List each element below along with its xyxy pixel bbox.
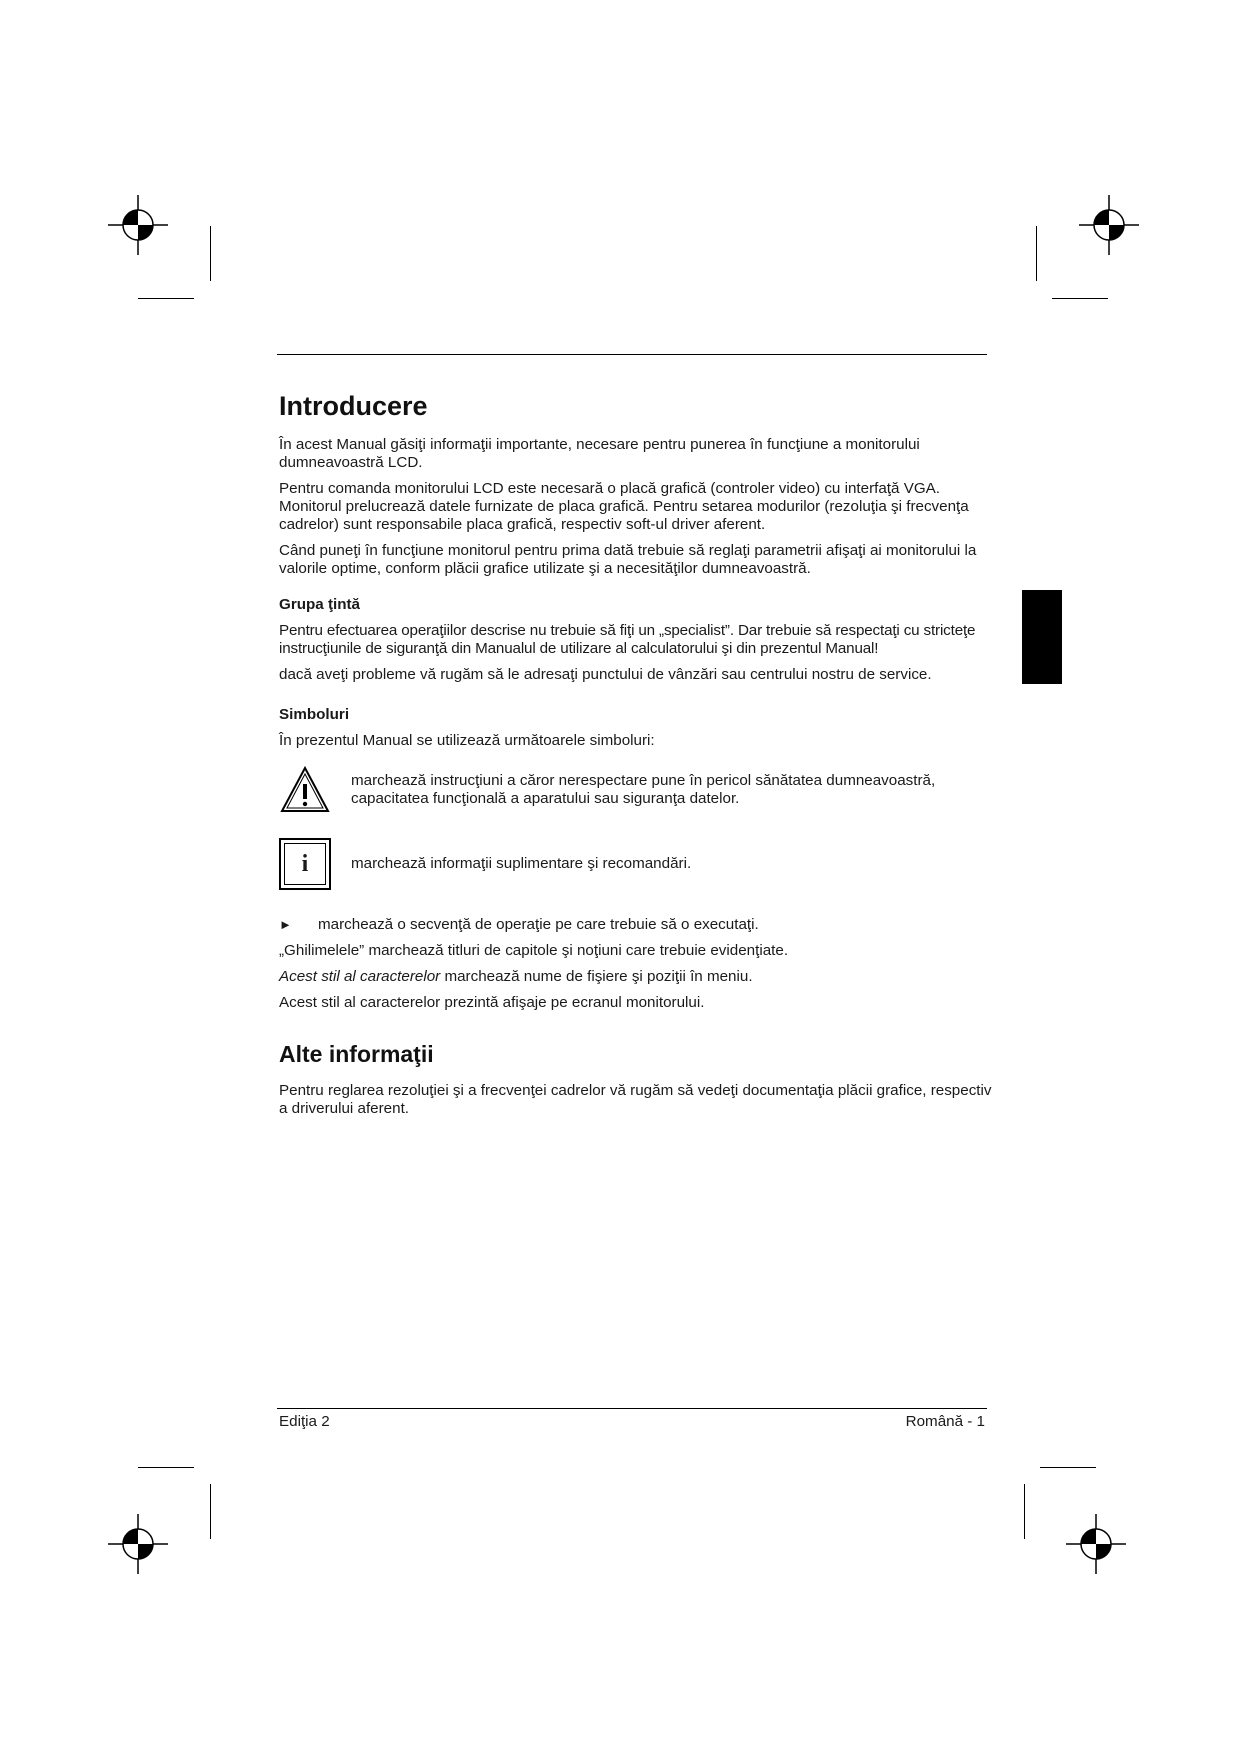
warning-triangle-icon bbox=[279, 764, 331, 816]
footer-page-number: Română - 1 bbox=[905, 1413, 985, 1430]
heading-introducere: Introducere bbox=[279, 391, 428, 421]
header-rule bbox=[277, 354, 987, 355]
symbol-step-text: marchează o secvenţă de operaţie pe care trebuie să o executaţi. bbox=[318, 916, 759, 933]
language-thumb-tab bbox=[1022, 590, 1062, 684]
page-content bbox=[279, 390, 999, 1126]
info-letter: i bbox=[301, 851, 309, 877]
intro-paragraph-1: În acest Manual găsiţi informaţii importante, necesare pentru punerea în funcţiune a monitorului dumneavoastră LCD. bbox=[279, 436, 920, 471]
info-box-icon bbox=[279, 838, 331, 890]
italic-phrase: Acest stil al caracterelor bbox=[279, 968, 441, 985]
crop-mark bbox=[1036, 226, 1037, 281]
arrow-bullet-icon: ► bbox=[279, 917, 292, 932]
symbol-info-row bbox=[279, 838, 999, 890]
registration-mark-icon bbox=[108, 195, 168, 255]
heading-alte-informatii: Alte informaţii bbox=[279, 1041, 434, 1067]
crop-mark bbox=[210, 1484, 211, 1539]
footer-edition: Ediţia 2 bbox=[279, 1413, 330, 1430]
target-paragraph-2: dacă aveţi probleme vă rugăm să le adresaţi punctului de vânzări sau centrului nostru de service. bbox=[279, 666, 932, 683]
heading-grupa-tinta: Grupa ţintă bbox=[279, 596, 361, 613]
registration-mark-icon bbox=[1079, 195, 1139, 255]
symbol-warning-row bbox=[279, 764, 999, 816]
intro-paragraph-3: Când puneţi în funcţiune monitorul pentru prima dată trebuie să reglaţi parametrii afişaţi ai monitorului la valorile optime, conform plăcii grafice utilizate şi a necesităţilor dumneavoastră. bbox=[279, 542, 977, 577]
symbol-screen-text: Acest stil al caracterelor prezintă afişaje pe ecranul monitorului. bbox=[279, 994, 705, 1011]
target-paragraph-1: Pentru efectuarea operaţiilor descrise nu trebuie să fiţi un „specialist”. Dar trebuie să respectaţi cu stricteţe instrucţiunile de siguranţă din Manualul de utilizare al calculatorului şi din prezentul Manual! bbox=[279, 622, 976, 657]
italic-rest: marchează nume de fişiere şi poziţii în meniu. bbox=[440, 968, 753, 985]
symbols-intro: În prezentul Manual se utilizează următoarele simboluri: bbox=[279, 732, 655, 749]
crop-mark bbox=[1040, 1467, 1096, 1468]
footer-rule bbox=[277, 1408, 987, 1409]
symbol-step-row bbox=[279, 916, 999, 934]
crop-mark bbox=[210, 226, 211, 281]
crop-mark bbox=[138, 298, 194, 299]
crop-mark bbox=[138, 1467, 194, 1468]
heading-simboluri: Simboluri bbox=[279, 706, 350, 723]
crop-mark bbox=[1024, 1484, 1025, 1539]
symbol-info-text: marchează informaţii suplimentare şi recomandări. bbox=[351, 855, 692, 872]
symbol-italic-row bbox=[279, 968, 999, 986]
more-paragraph-1: Pentru reglarea rezoluţiei şi a frecvenţei cadrelor vă rugăm să vedeţi documentaţia plăcii grafice, respectiv a driverului aferent. bbox=[279, 1082, 992, 1117]
symbol-quotes-text: „Ghilimelele” marchează titluri de capitole şi noţiuni care trebuie evidenţiate. bbox=[279, 942, 789, 959]
symbol-warning-text: marchează instrucţiuni a căror nerespectare pune în pericol sănătatea dumneavoastră, capacitatea funcţională a aparatului sau siguranţa datelor. bbox=[351, 772, 936, 807]
intro-paragraph-2: Pentru comanda monitorului LCD este necesară o placă grafică (controler video) cu interfaţă VGA. Monitorul prelucrează datele furnizate de placa grafică. Pentru setarea modurilor (rezoluţia şi frecvenţa cadrelor) sunt responsabile placa grafică, respectiv soft-ul driver aferent. bbox=[279, 480, 969, 533]
registration-mark-icon bbox=[108, 1514, 168, 1574]
crop-mark bbox=[1052, 298, 1108, 299]
registration-mark-icon bbox=[1066, 1514, 1126, 1574]
